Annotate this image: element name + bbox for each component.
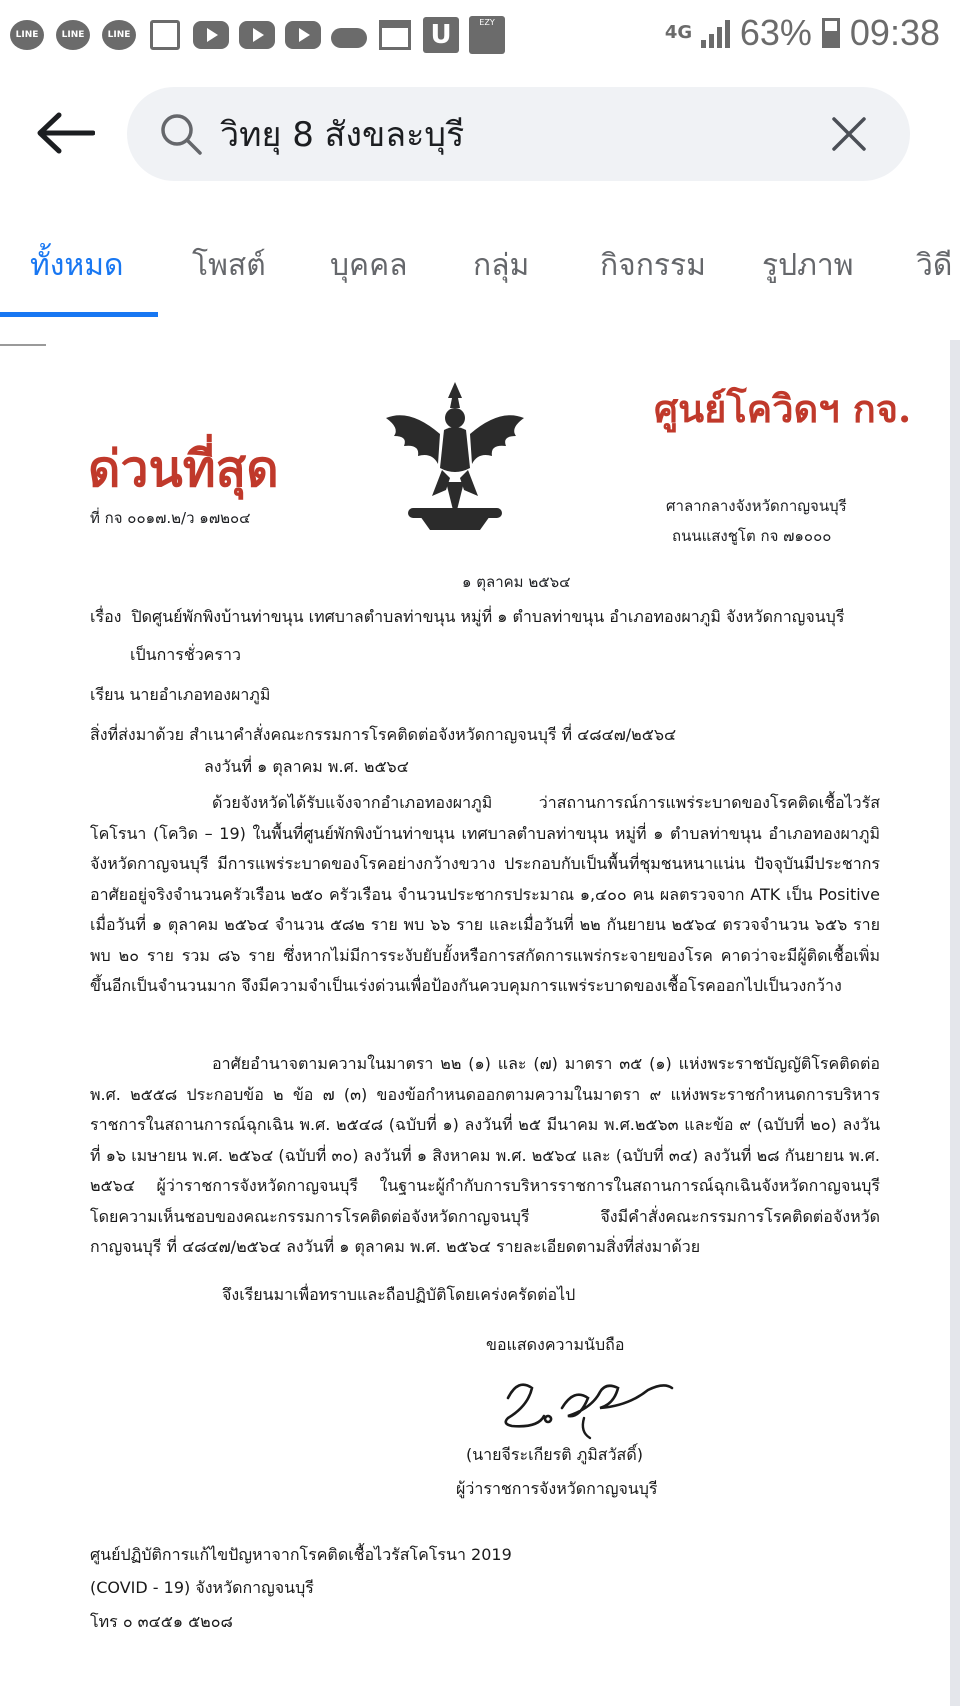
- tab-videos[interactable]: วิดี: [916, 248, 953, 283]
- signal-icon: [701, 18, 730, 48]
- subject-label: เรื่อง: [90, 607, 122, 626]
- u-app-icon: U: [422, 16, 460, 54]
- tab-photos[interactable]: รูปภาพ: [762, 248, 854, 283]
- gallery-icon: [146, 16, 184, 54]
- closing-line: จึงเรียนมาเพื่อทราบและถือปฏิบัติโดยเคร่งครัดต่อไป: [222, 1285, 576, 1304]
- subject-line: [90, 602, 870, 633]
- youtube-icon: [192, 16, 230, 54]
- notification-icons: [8, 16, 506, 54]
- subject-continuation: เป็นการชั่วคราว: [130, 645, 241, 664]
- body-paragraph: อาศัยอำนาจตามความในมาตรา ๒๒ (๑) และ (๗) มาตรา ๓๕ (๑) แห่งพระราชบัญญัติโรคติดต่อ พ.ศ. ๒๕๕๘ ประกอบข้อ ๒ ข้อ ๗ (๓) ของข้อกำหนดออกตามความในมาตรา ๙ แห่งพระราชกำหนดการบริหารราชการในสถานการณ์ฉุกเฉิน พ.ศ. ๒๕๔๘ (ฉบับที่ ๑) ลงวันที่ ๒๕ มีนาคม พ.ศ.๒๕๖๓ และข้อ ๙ (ฉบับที่ ๒๐) ลงวันที่ ๑๖ เมษายน พ.ศ. ๒๕๖๔ (ฉบับที่ ๓๐) ลงวันที่ ๑ สิงหาคม พ.ศ. ๒๕๖๔ และ (ฉบับที่ ๓๔) ลงวันที่ ๒๘ กันยายน พ.ศ. ๒๕๖๔ ผู้ว่าราชการจังหวัดกาญจนบุรี ในฐานะผู้กำกับการบริหารราชการในสถานการณ์ฉุกเฉินจังหวัดกาญจนบุรี โดยความเห็นชอบของคณะกรรมการโรคติดต่อจังหวัดกาญจนบุรี จึงมีคำสั่งคณะกรรมการโรคติดต่อจังหวัดกาญจนบุรี ที่ ๔๘๔๗/๒๕๖๔ ลงวันที่ ๑ ตุลาคม พ.ศ. ๒๕๖๔ รายละเอียดตามสิ่งที่ส่งมาด้วย: [90, 1054, 880, 1256]
- network-type: 4G: [664, 22, 693, 43]
- tab-all[interactable]: ทั้งหมด: [30, 248, 124, 283]
- document-date: ๑ ตุลาคม ๒๕๖๔: [462, 573, 571, 591]
- footer-line: ศูนย์ปฏิบัติการแก้ไขปัญหาจากโรคติดเชื้อไวรัสโคโรนา 2019: [90, 1545, 512, 1564]
- tab-events[interactable]: กิจกรรม: [600, 248, 706, 283]
- recipient-line: เรียน นายอำเภอทองผาภูมิ: [90, 685, 271, 704]
- back-button[interactable]: [30, 98, 100, 168]
- regards-line: ขอแสดงความนับถือ: [486, 1335, 625, 1354]
- calendar-icon: [376, 16, 414, 54]
- subject-text: ปิดศูนย์พักพิงบ้านท่าขนุน เทศบาลตำบลท่าขนุน หมู่ที่ ๑ ตำบลท่าขนุน อำเภอทองผาภูมิ จังหวัดกาญจนบุรี: [131, 607, 845, 626]
- search-header: [0, 78, 960, 188]
- line-icon: LINE: [8, 16, 46, 54]
- cloud-icon: [330, 16, 368, 54]
- divider: [0, 344, 46, 346]
- signer-title: ผู้ว่าราชการจังหวัดกาญจนบุรี: [456, 1479, 658, 1498]
- urgent-stamp: ด่วนที่สุด: [88, 439, 279, 498]
- signature-icon: [488, 1358, 678, 1444]
- address-line: ถนนแสงชูโต กจ ๗๑๐๐๐: [672, 527, 832, 545]
- active-tab-indicator: [0, 312, 158, 317]
- clear-search-icon[interactable]: [826, 111, 872, 157]
- search-icon: [157, 110, 205, 158]
- ezy-rewards-icon: EZY: [468, 16, 506, 54]
- enclosure-continuation: ลงวันที่ ๑ ตุลาคม พ.ศ. ๒๕๖๔: [204, 757, 409, 776]
- search-box[interactable]: [127, 87, 910, 181]
- line-icon: LINE: [54, 16, 92, 54]
- youtube-icon: [284, 16, 322, 54]
- tab-groups[interactable]: กลุ่ม: [473, 248, 530, 283]
- search-input[interactable]: [220, 109, 780, 159]
- body-paragraph: ด้วยจังหวัดได้รับแจ้งจากอำเภอทองผาภูมิ ว่าสถานการณ์การแพร่ระบาดของโรคติดเชื้อไวรัสโคโรนา (โควิด – 19) ในพื้นที่ศูนย์พักพิงบ้านท่าขนุน เทศบาลตำบลท่าขนุน หมู่ที่ ๑ ตำบลท่าขนุน อำเภอทองผาภูมิ จังหวัดกาญจนบุรี มีการแพร่ระบาดของโรคอย่างกว้างขวาง ประกอบกับเป็นพื้นที่ชุมชนหนาแน่น ปัจจุบันมีประชากรอาศัยอยู่จริงจำนวนครัวเรือน ๒๕๐ ครัวเรือน จำนวนประชากรประมาณ ๑,๔๐๐ คน ผลตรวจจาก ATK เป็น Positive เมื่อวันที่ ๑ ตุลาคม ๒๕๖๔ จำนวน ๕๘๒ ราย พบ ๖๖ ราย และเมื่อวันที่ ๒๒ กันยายน ๒๕๖๔ ตรวจจำนวน ๖๕๖ ราย พบ ๒๐ ราย รวม ๘๖ ราย ซึ่งหากไม่มีการระงับยับยั้งหรือการสกัดการแพร่กระจายของโรค คาดว่าจะมีผู้ติดเชื้อเพิ่มขึ้นอีกเป็นจำนวนมาก จึงมีความจำเป็นเร่งด่วนเพื่อป้องกันควบคุมการแพร่ระบาดของเชื้อโรคออกไปเป็นวงกว้าง: [90, 793, 881, 995]
- clock: 09:38: [849, 12, 940, 53]
- garuda-emblem-icon: [380, 378, 530, 534]
- tab-people[interactable]: บุคคล: [330, 248, 408, 283]
- youtube-icon: [238, 16, 276, 54]
- center-stamp: ศูนย์โควิดฯ กจ.: [654, 386, 912, 431]
- battery-percent: 63%: [739, 12, 812, 53]
- footer-phone: โทร ๐ ๓๔๕๑ ๕๒๐๘: [90, 1612, 233, 1631]
- tab-posts[interactable]: โพสต์: [192, 248, 266, 283]
- line-icon: LINE: [100, 16, 138, 54]
- filter-tabs: [0, 222, 960, 318]
- arrow-left-icon: [35, 111, 95, 155]
- reference-number: ที่ กจ ๐๐๑๗.๒/ว ๑๗๒๐๔: [90, 509, 251, 527]
- footer-line: (COVID - 19) จังหวัดกาญจนบุรี: [90, 1578, 314, 1597]
- enclosure-line: สิ่งที่ส่งมาด้วย สำเนาคำสั่งคณะกรรมการโรคติดต่อจังหวัดกาญจนบุรี ที่ ๔๘๔๗/๒๕๖๔: [90, 725, 677, 744]
- signer-name: (นายจีระเกียรติ ภูมิสวัสดิ์): [466, 1445, 643, 1464]
- battery-icon: [822, 18, 840, 48]
- address-line: ศาลากลางจังหวัดกาญจนบุรี: [666, 497, 847, 515]
- status-bar: [0, 0, 960, 70]
- image-border: [950, 340, 960, 1706]
